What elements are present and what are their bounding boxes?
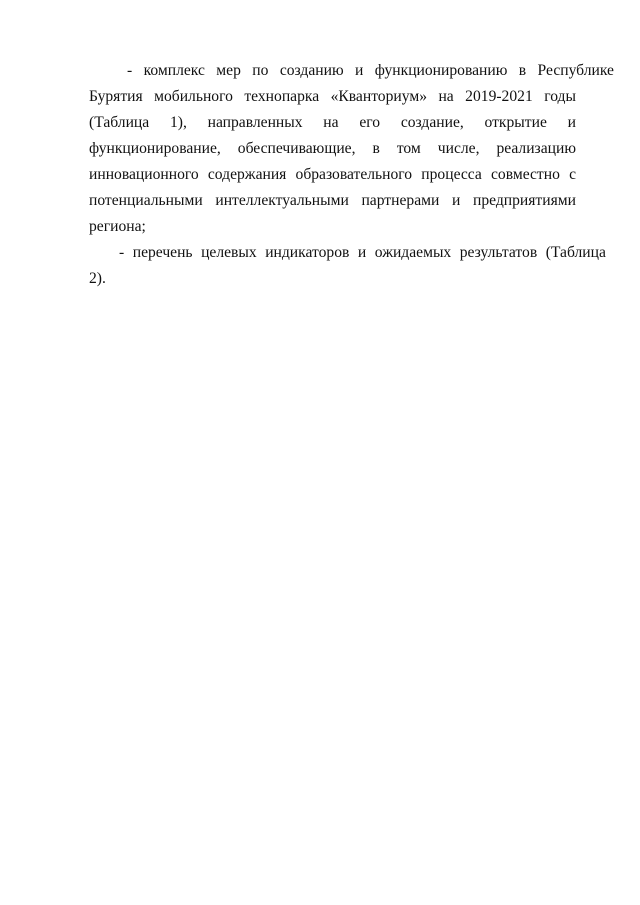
text-line	[89, 188, 576, 214]
word: реализацию	[496, 140, 576, 157]
word: на	[438, 88, 454, 105]
text-line	[89, 240, 606, 266]
word: функционирование,	[89, 140, 221, 157]
word: Республике	[537, 62, 614, 79]
word: и	[357, 244, 367, 261]
word: созданию	[279, 62, 344, 79]
word: обеспечивающие,	[237, 140, 356, 157]
text-line	[89, 214, 576, 240]
word: образовательного	[295, 166, 413, 183]
word: инновационного	[89, 166, 199, 183]
word: функционированию	[374, 62, 508, 79]
paragraph-measures	[89, 58, 614, 240]
word: ожидаемых	[374, 244, 452, 261]
word: и	[567, 114, 576, 131]
word: -	[127, 62, 133, 79]
word: результатов	[459, 244, 538, 261]
word: (Таблица	[89, 114, 150, 131]
text-line	[89, 110, 576, 136]
word: технопарка	[244, 88, 320, 105]
word: комплекс	[143, 62, 205, 79]
word: (Таблица	[545, 244, 606, 261]
word: Бурятия	[89, 88, 143, 105]
word: мобильного	[154, 88, 233, 105]
word: 2019-2021	[465, 88, 533, 105]
word: мер	[216, 62, 241, 79]
word: направленных	[207, 114, 303, 131]
word: региона;	[89, 218, 146, 235]
word: его	[359, 114, 381, 131]
word: процесса	[421, 166, 482, 183]
word: годы	[544, 88, 576, 105]
text-line	[89, 136, 576, 162]
word: в	[372, 140, 380, 157]
word: целевых	[201, 244, 257, 261]
word: партнерами	[361, 192, 440, 209]
word: и	[355, 62, 364, 79]
word: перечень	[132, 244, 193, 261]
word: потенциальными	[89, 192, 203, 209]
word: «Кванториум»	[330, 88, 428, 105]
word: в	[518, 62, 527, 79]
document-body	[89, 58, 614, 292]
word: с	[569, 166, 576, 183]
word: индикаторов	[265, 244, 350, 261]
text-line	[89, 162, 576, 188]
text-line	[89, 84, 576, 110]
word: создание,	[400, 114, 464, 131]
word: 1),	[169, 114, 187, 131]
word: числе,	[437, 140, 480, 157]
word: совместно	[491, 166, 560, 183]
word: содержания	[207, 166, 287, 183]
paragraph-indicators	[89, 240, 606, 292]
text-line	[89, 58, 614, 84]
word: -	[119, 244, 125, 261]
word: и	[451, 192, 461, 209]
word: на	[323, 114, 339, 131]
text-line	[89, 266, 576, 292]
word: том	[396, 140, 421, 157]
word: 2).	[89, 270, 106, 287]
word: предприятиями	[472, 192, 576, 209]
word: интеллектуальными	[215, 192, 349, 209]
word: открытие	[484, 114, 547, 131]
word: по	[252, 62, 269, 79]
